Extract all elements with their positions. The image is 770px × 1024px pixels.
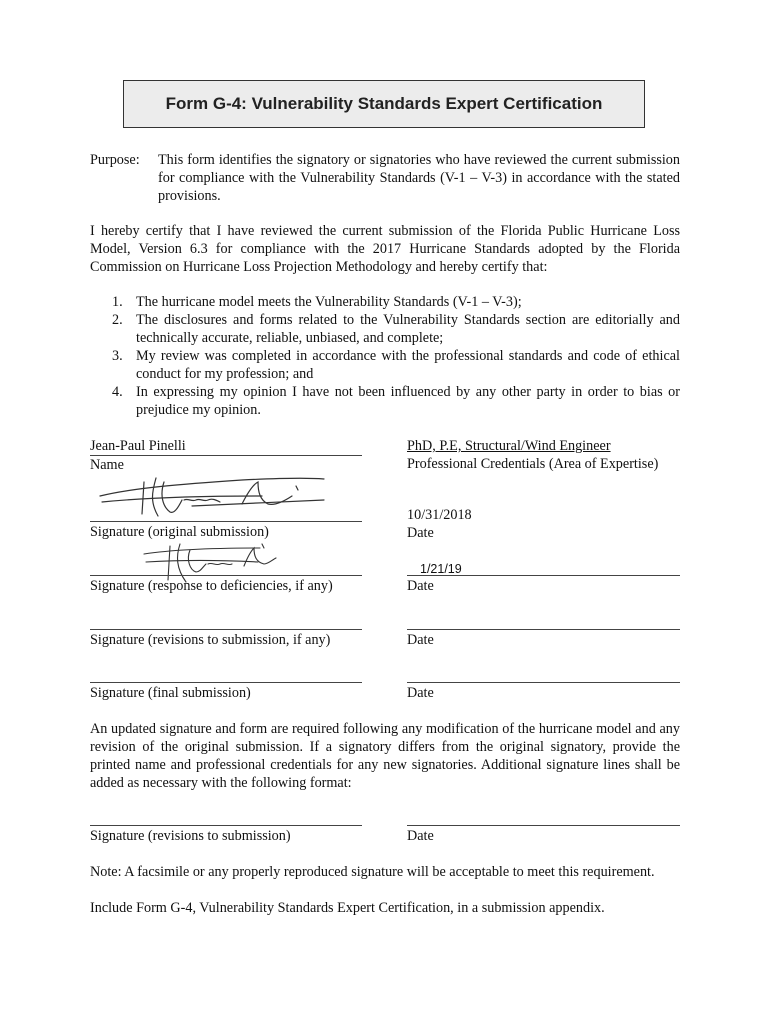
date-value: 10/31/2018 <box>407 507 472 523</box>
form-title: Form G-4: Vulnerability Standards Expert Certification <box>165 94 603 113</box>
name-field <box>90 437 362 474</box>
signature-label: Signature (revisions to submission, if any) <box>90 632 331 648</box>
list-item: 2. The disclosures and forms related to the Vulnerability Standards section are editorially and technically accurate, reliable, unbiased, and complete; <box>112 312 680 346</box>
date-line[interactable] <box>407 629 680 630</box>
name-label: Name <box>90 457 124 473</box>
signature-line[interactable] <box>90 825 362 826</box>
form-title-box <box>123 80 645 128</box>
credentials-value: PhD, P.E, Structural/Wind Engineer <box>407 438 611 454</box>
name-value: Jean-Paul Pinelli <box>90 437 362 456</box>
list-item: 3. My review was completed in accordance with the professional standards and code of ethical conduct for my profession; and <box>112 348 680 382</box>
purpose-text: This form identifies the signatory or signatories who have reviewed the current submission for compliance with the Vulnerability Standards (V-1 – V-3) in accordance with the stated provisions. <box>158 152 680 204</box>
signature-label: Signature (original submission) <box>90 524 269 540</box>
signature-line[interactable] <box>90 575 362 576</box>
list-item: 1. The hurricane model meets the Vulnerability Standards (V-1 – V-3); <box>112 294 522 310</box>
signature-label: Signature (response to deficiencies, if any) <box>90 578 333 594</box>
date-value: 1/21/19 <box>420 562 462 576</box>
date-line[interactable] <box>407 682 680 683</box>
purpose-label: Purpose: <box>90 152 140 168</box>
signature-line[interactable] <box>90 629 362 630</box>
signature-line[interactable] <box>90 682 362 683</box>
include-paragraph: Include Form G-4, Vulnerability Standards Expert Certification, in a submission appendix. <box>90 900 605 916</box>
date-field <box>407 506 680 542</box>
note-paragraph: Note: A facsimile or any properly reproduced signature will be acceptable to meet this requirement. <box>90 864 655 880</box>
date-line[interactable] <box>407 825 680 826</box>
list-item: 4. In expressing my opinion I have not been influenced by any other party in order to bias or prejudice my opinion. <box>112 384 680 418</box>
certification-list <box>90 293 680 419</box>
update-paragraph: An updated signature and form are required following any modification of the hurricane model and any revision of the original submission. If a signatory differs from the original signatory, provide the printed name and professional credentials for any new signatories. Additional signature lines shall be added as necessary with the following format: <box>90 721 680 791</box>
date-label: Date <box>407 578 434 594</box>
signature-label: Signature (final submission) <box>90 685 251 701</box>
handwritten-signature <box>92 470 332 520</box>
certify-paragraph: I hereby certify that I have reviewed the current submission of the Florida Public Hurricane Loss Model, Version 6.3 for compliance with the 2017 Hurricane Standards adopted by the Florida Commission on Hurricane Loss Projection Methodology and hereby certify that: <box>90 223 680 275</box>
credentials-field <box>407 437 680 473</box>
signature-line[interactable] <box>90 521 362 522</box>
date-label: Date <box>407 685 434 701</box>
signature-label: Signature (revisions to submission) <box>90 828 291 844</box>
date-label: Date <box>407 632 434 648</box>
date-line[interactable] <box>407 575 680 576</box>
date-label: Date <box>407 525 434 541</box>
credentials-label: Professional Credentials (Area of Expertise) <box>407 456 659 472</box>
date-label: Date <box>407 828 434 844</box>
